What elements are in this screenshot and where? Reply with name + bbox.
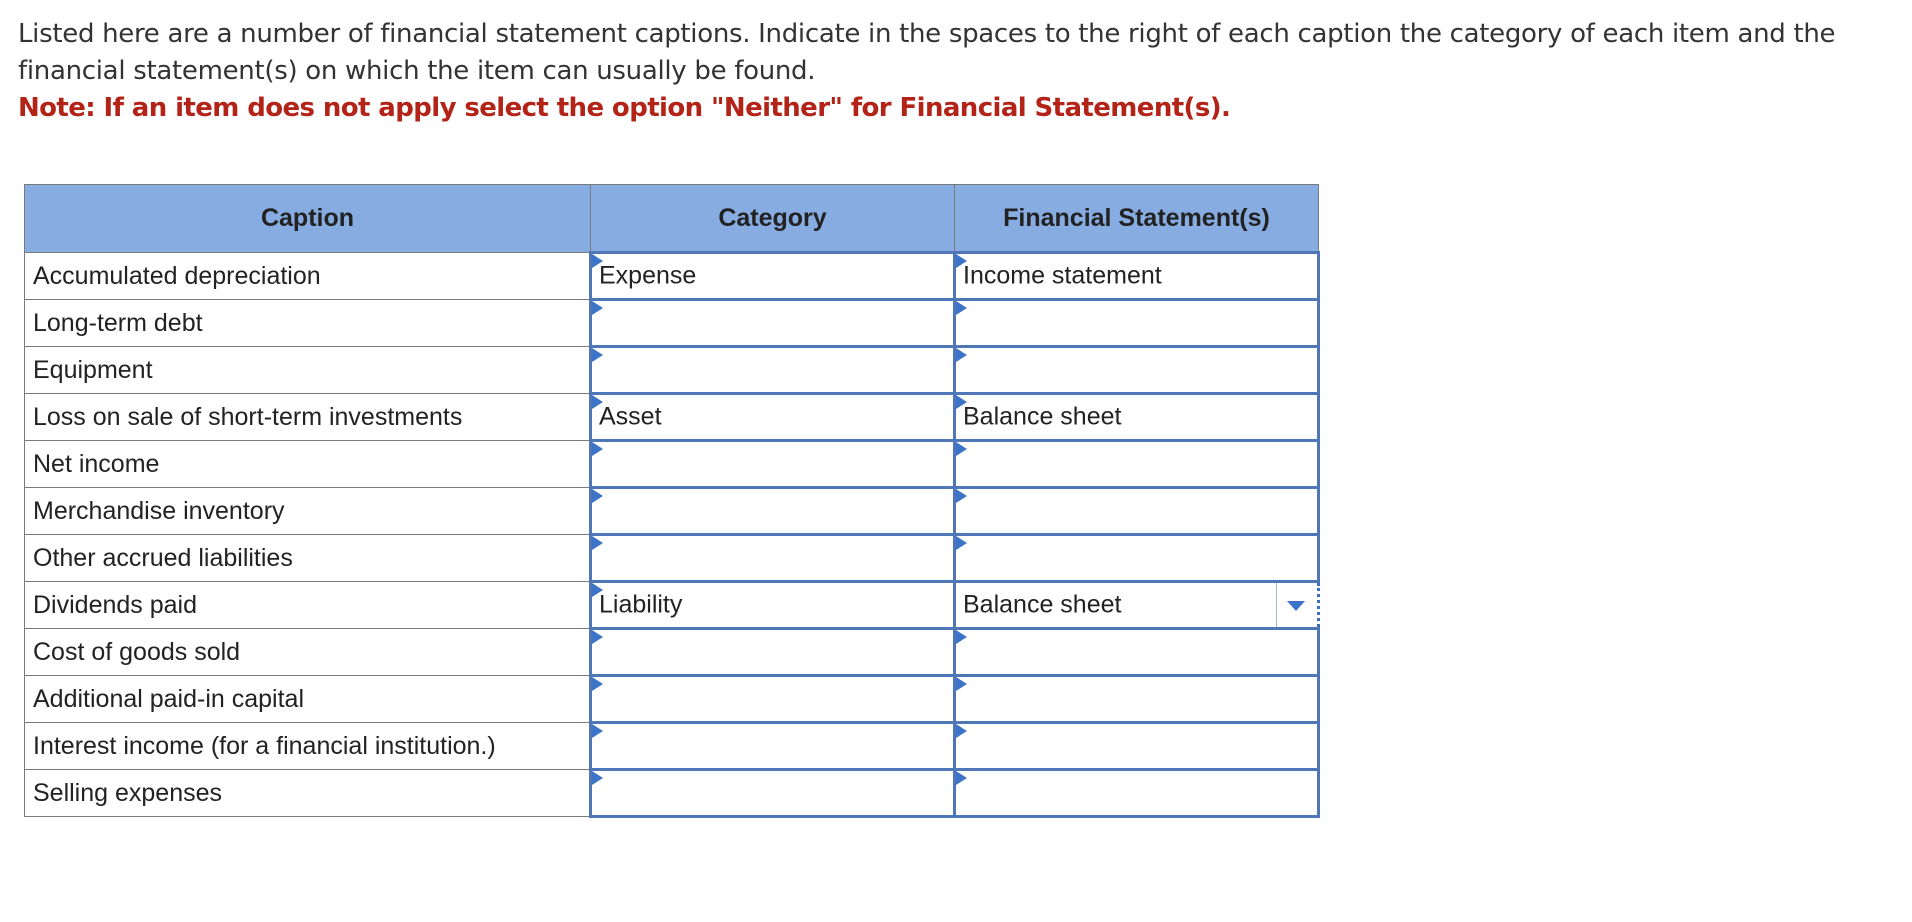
table-row: [25, 300, 1319, 347]
triangle-right-icon: [592, 489, 603, 503]
table-row: [25, 347, 1319, 394]
row-caption: Merchandise inventory: [25, 488, 591, 535]
triangle-right-icon: [592, 677, 603, 691]
triangle-right-icon: [956, 724, 967, 738]
header-caption: Caption: [25, 185, 591, 253]
instructions: [18, 16, 1898, 127]
category-select[interactable]: [591, 488, 955, 535]
statement-select[interactable]: [955, 347, 1319, 394]
statement-value: Balance sheet: [963, 402, 1122, 431]
table-row: [25, 676, 1319, 723]
header-financial-statement: Financial Statement(s): [955, 185, 1319, 253]
statement-value: Balance sheet: [963, 590, 1122, 619]
table-row: [25, 723, 1319, 770]
statement-select[interactable]: [955, 629, 1319, 676]
row-caption: Dividends paid: [25, 582, 591, 629]
row-caption: Cost of goods sold: [25, 629, 591, 676]
category-select[interactable]: [591, 253, 955, 300]
row-caption: Long-term debt: [25, 300, 591, 347]
row-caption: Net income: [25, 441, 591, 488]
triangle-right-icon: [956, 348, 967, 362]
row-caption: Interest income (for a financial institution.): [25, 723, 591, 770]
triangle-right-icon: [592, 348, 603, 362]
statement-select[interactable]: [955, 676, 1319, 723]
row-caption: Equipment: [25, 347, 591, 394]
statement-select[interactable]: [955, 723, 1319, 770]
table-row: [25, 394, 1319, 441]
instructions-text: Listed here are a number of financial statement captions. Indicate in the spaces to the right of each caption the category of each item and the financial statement(s) on which the item can usually be found.: [18, 19, 1836, 86]
category-select[interactable]: [591, 441, 955, 488]
statement-select[interactable]: [955, 253, 1319, 300]
row-caption: Additional paid-in capital: [25, 676, 591, 723]
table-row: [25, 535, 1319, 582]
category-select[interactable]: [591, 723, 955, 770]
header-category: Category: [591, 185, 955, 253]
table-row: [25, 441, 1319, 488]
triangle-right-icon: [956, 771, 967, 785]
category-select[interactable]: [591, 347, 955, 394]
triangle-right-icon: [592, 536, 603, 550]
table-row: [25, 488, 1319, 535]
category-select[interactable]: [591, 535, 955, 582]
statement-select-active[interactable]: [955, 582, 1319, 629]
dropdown-button[interactable]: [1276, 583, 1317, 627]
category-value: Asset: [599, 402, 662, 431]
row-caption: Selling expenses: [25, 770, 591, 817]
triangle-right-icon: [956, 630, 967, 644]
triangle-right-icon: [956, 677, 967, 691]
statement-select[interactable]: [955, 535, 1319, 582]
row-caption: Loss on sale of short-term investments: [25, 394, 591, 441]
triangle-right-icon: [956, 301, 967, 315]
triangle-right-icon: [592, 301, 603, 315]
category-value: Expense: [599, 261, 697, 290]
category-select[interactable]: [591, 300, 955, 347]
category-select[interactable]: [591, 582, 955, 629]
table-row: [25, 582, 1319, 629]
triangle-right-icon: [956, 442, 967, 456]
triangle-right-icon: [956, 489, 967, 503]
triangle-right-icon: [956, 536, 967, 550]
statement-select[interactable]: [955, 488, 1319, 535]
row-caption: Other accrued liabilities: [25, 535, 591, 582]
table-row: [25, 629, 1319, 676]
table-row: [25, 770, 1319, 817]
statement-select[interactable]: [955, 394, 1319, 441]
statement-select[interactable]: [955, 770, 1319, 817]
chevron-down-icon: [1287, 601, 1305, 611]
category-select[interactable]: [591, 629, 955, 676]
category-select[interactable]: [591, 770, 955, 817]
instructions-note: Note: If an item does not apply select the option "Neither" for Financial Statement(s).: [18, 93, 1231, 123]
category-value: Liability: [599, 590, 683, 619]
category-select[interactable]: [591, 676, 955, 723]
triangle-right-icon: [592, 442, 603, 456]
triangle-right-icon: [592, 771, 603, 785]
statement-select[interactable]: [955, 441, 1319, 488]
category-select[interactable]: [591, 394, 955, 441]
triangle-right-icon: [592, 724, 603, 738]
table-row: [25, 253, 1319, 300]
triangle-right-icon: [592, 630, 603, 644]
row-caption: Accumulated depreciation: [25, 253, 591, 300]
statement-value: Income statement: [963, 261, 1162, 290]
statement-select[interactable]: [955, 300, 1319, 347]
caption-table: [24, 184, 1320, 818]
table-header-row: [25, 185, 1319, 253]
